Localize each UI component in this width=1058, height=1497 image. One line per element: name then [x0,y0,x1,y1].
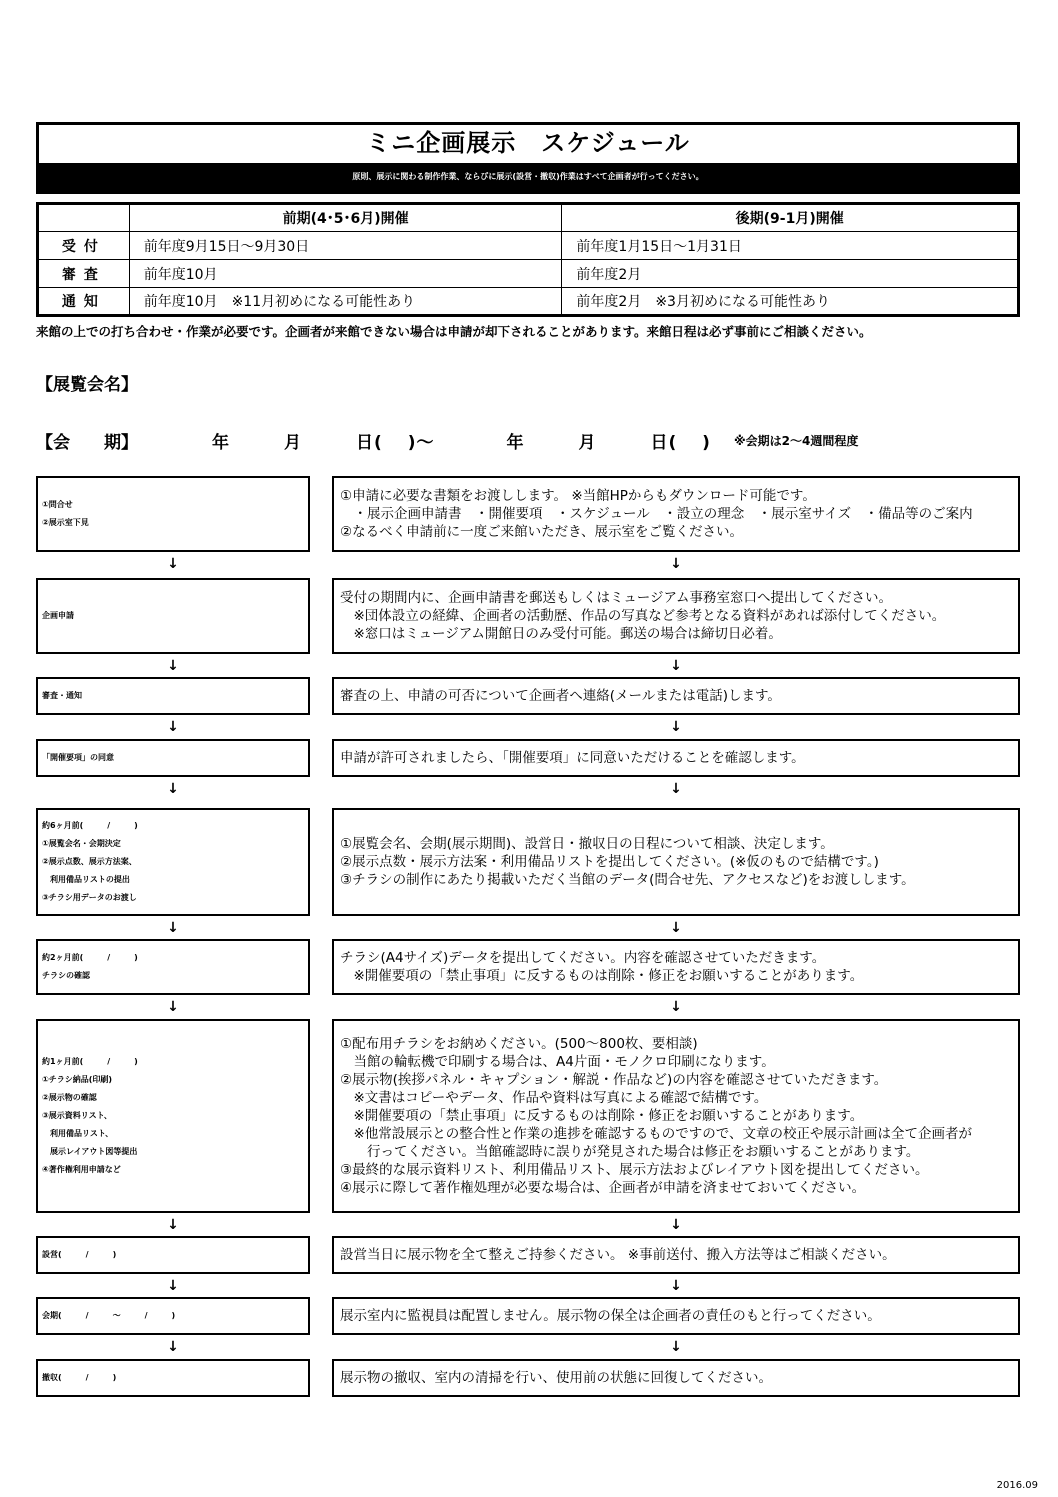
down-arrow-icon: ↓ [167,781,179,797]
down-arrow-icon: ↓ [670,719,682,735]
table-cell: 前年度1月15日～1月31日 [562,232,1019,260]
step-description-box [332,1359,1020,1397]
row-label-notice: 通知 [38,288,130,316]
step-description-line: ①配布用チラシをお納めください。(500～800枚、要相談) [340,1036,698,1052]
row-label-review: 審査 [38,260,130,288]
down-arrow-icon: ↓ [167,1339,179,1355]
step-description-line: 当館の輪転機で印刷する場合は、A4片面・モノクロ印刷になります。 [340,1054,775,1070]
title-box [36,122,1020,194]
step-label-line: 審査・通知 [42,691,82,700]
down-arrow-icon: ↓ [167,1217,179,1233]
down-arrow-icon: ↓ [670,920,682,936]
period-label: 【会 期】 [36,433,138,453]
step-label-line: 撤収( / ) [42,1373,117,1382]
step-label-box [36,677,310,715]
step-description-line: ※開催要項の「禁止事項」に反するものは削除・修正をお願いすることがあります。 [340,1108,864,1124]
step-label-line: チラシの確認 [42,971,90,980]
table-corner [38,204,130,232]
step-label-line: ①展覧会名・会期決定 [42,839,121,848]
down-arrow-icon: ↓ [167,920,179,936]
step-label-box [36,578,310,654]
step-label-line: 「開催要項」の同意 [42,753,114,762]
exhibition-name-label: 【展覧会名】 [36,375,138,395]
step-description-box [332,677,1020,715]
step-description-line: ③最終的な展示資料リスト、利用備品リスト、展示方法およびレイアウト図を提出してください。 [340,1162,929,1178]
step-description-line: ※窓口はミュージアム開館日のみ受付可能。郵送の場合は締切日必着。 [340,626,782,642]
step-label-box [36,1019,310,1213]
down-arrow-icon: ↓ [670,999,682,1015]
step-description-box [332,476,1020,552]
step-description-line: ※開催要項の「禁止事項」に反するものは削除・修正をお願いすることがあります。 [340,968,864,984]
step-description-line: ・展示企画申請書 ・開催要項 ・スケジュール ・設立の理念 ・展示室サイズ ・備品等のご案内 [340,506,973,522]
step-label-line: 利用備品リスト、 [42,1129,114,1138]
step-description-line: 展示室内に監視員は配置しません。展示物の保全は企画者の責任のもと行ってください。 [340,1308,881,1324]
table-cell: 前年度9月15日～9月30日 [129,232,562,260]
step-description-line: ②展示点数・展示方法案・利用備品リストを提出してください。(※仮のもので結構です。) [340,854,879,870]
step-label-line: 約2ヶ月前( / ) [42,953,138,962]
table-cell: 前年度2月 [562,260,1019,288]
step-label-line: ②展示室下見 [42,518,89,527]
table-cell: 前年度2月 ※3月初めになる可能性あり [562,288,1019,316]
step-description-line: ④展示に際して著作権処理が必要な場合は、企画者が申請を済ませておいてください。 [340,1180,866,1196]
down-arrow-icon: ↓ [670,658,682,674]
step-label-line: 利用備品リストの提出 [42,875,130,884]
step-description-line: 受付の期間内に、企画申請書を郵送もしくはミュージアム事務室窓口へ提出してください。 [340,590,893,606]
step-description-line: ①申請に必要な書類をお渡しします。 ※当館HPからもダウンロード可能です。 [340,488,816,504]
column-header-first-half: 前期(4･5･6月)開催 [129,204,562,232]
step-label-line: 設営( / ) [42,1250,117,1259]
step-label-box [36,476,310,552]
step-label-line: 企画申請 [42,611,74,620]
step-label-line: 約6ヶ月前( / ) [42,821,138,830]
visit-note: 来館の上での打ち合わせ・作業が必要です。企画者が来館できない場合は申請が却下されることがあります。来館日程は必ず事前にご相談ください。 [36,324,872,339]
step-description-line: ②なるべく申請前に一度ご来館いただき、展示室をご覧ください。 [340,524,744,540]
step-label-line: ③チラシ用データのお渡し [42,893,137,902]
page-subtitle: 原則、展示に関わる制作作業、ならびに展示(設営・撤収)作業はすべて企画者が行ってください。 [39,163,1017,191]
step-description-line: ※他常設展示との整合性と作業の進捗を確認するものですので、文章の校正や展示計画は全て企画者が [340,1126,973,1142]
step-description-box [332,939,1020,995]
down-arrow-icon: ↓ [670,1339,682,1355]
down-arrow-icon: ↓ [167,556,179,572]
step-label-line: ①チラシ納品(印刷) [42,1075,113,1084]
schedule-table [36,202,1020,317]
step-description-line: チラシ(A4サイズ)データを提出してください。内容を確認させていただきます。 [340,950,826,966]
down-arrow-icon: ↓ [167,719,179,735]
step-label-box [36,739,310,777]
step-description-line: ※団体設立の経緯、企画者の活動歴、作品の写真など参考となる資料があれば添付してください。 [340,608,946,624]
step-description-line: 審査の上、申請の可否について企画者へ連絡(メールまたは電話)します。 [340,688,781,704]
step-label-line: 展示レイアウト図等提出 [42,1147,138,1156]
step-description-box [332,1019,1020,1213]
step-label-line: ②展示物の確認 [42,1093,97,1102]
table-row [38,288,1019,316]
step-description-line: 展示物の撤収、室内の清掃を行い、使用前の状態に回復してください。 [340,1370,772,1386]
step-label-line: 約1ヶ月前( / ) [42,1057,138,1066]
step-label-line: ①問合せ [42,500,73,509]
down-arrow-icon: ↓ [670,1217,682,1233]
table-row [38,232,1019,260]
row-label-reception: 受付 [38,232,130,260]
table-cell: 前年度10月 ※11月初めになる可能性あり [129,288,562,316]
step-description-box [332,739,1020,777]
step-label-line: ③展示資料リスト、 [42,1111,112,1120]
step-label-box [36,939,310,995]
period-note: ※会期は2～4週間程度 [734,434,859,448]
step-description-line: ③チラシの制作にあたり掲載いただく当館のデータ(問合せ先、アクセスなど)をお渡しします。 [340,872,915,888]
step-description-line: ②展示物(挨拶パネル・キャプション・解説・作品など)の内容を確認させていただきます。 [340,1072,888,1088]
page-title: ミニ企画展示 スケジュール [366,129,690,157]
down-arrow-icon: ↓ [167,658,179,674]
table-row [38,260,1019,288]
down-arrow-icon: ↓ [670,781,682,797]
down-arrow-icon: ↓ [167,1278,179,1294]
table-header-row [38,204,1019,232]
period-dates: 年 月 日( )～ 年 月 日( ) [212,433,711,453]
step-description-box [332,578,1020,654]
step-description-line: ①展覧会名、会期(展示期間)、設営日・撤収日の日程について相談、決定します。 [340,836,834,852]
step-label-box [36,808,310,916]
step-label-line: ②展示点数、展示方法案、 [42,857,137,866]
step-description-box [332,808,1020,916]
step-label-box [36,1236,310,1274]
step-description-box [332,1236,1020,1274]
down-arrow-icon: ↓ [670,1278,682,1294]
step-description-line: 行ってください。当館確認時に誤りが発見された場合は修正をお願いすることがあります。 [340,1144,920,1160]
step-description-line: 設営当日に展示物を全て整えご持参ください。 ※事前送付、搬入方法等はご相談ください。 [340,1247,896,1263]
table-cell: 前年度10月 [129,260,562,288]
step-label-box [36,1297,310,1335]
step-label-line: 会期( / ～ / ) [42,1311,176,1320]
down-arrow-icon: ↓ [167,999,179,1015]
down-arrow-icon: ↓ [670,556,682,572]
revision-date: 2016.09 [996,1480,1038,1491]
step-description-line: ※文書はコピーやデータ、作品や資料は写真による確認で結構です。 [340,1090,768,1106]
step-description-box [332,1297,1020,1335]
step-description-line: 申請が許可されましたら、「開催要項」に同意いただけることを確認します。 [340,750,805,766]
step-label-line: ④著作権利用申請など [42,1165,121,1174]
column-header-second-half: 後期(9-1月)開催 [562,204,1019,232]
step-label-box [36,1359,310,1397]
